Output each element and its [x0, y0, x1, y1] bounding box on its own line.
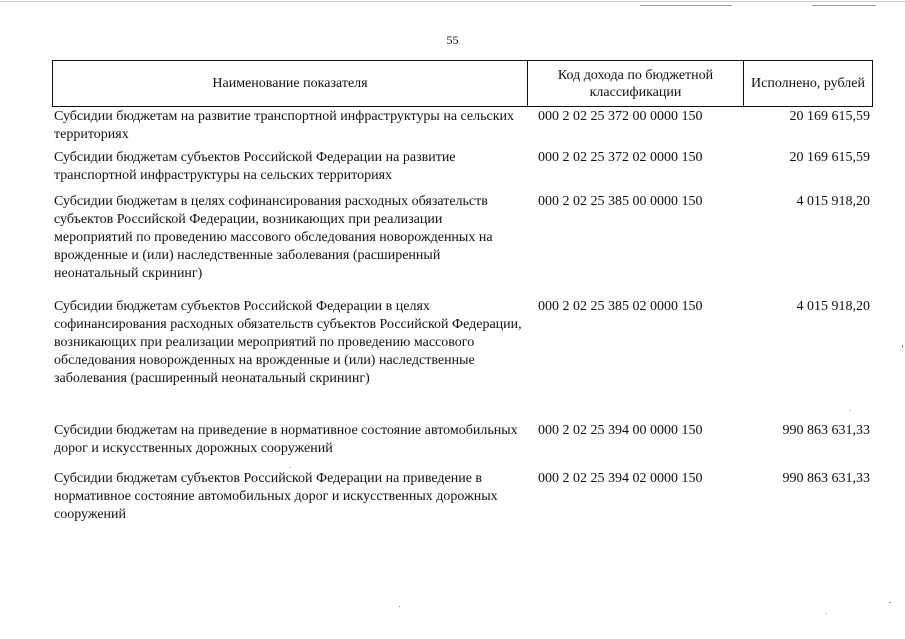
scan-artifact-line — [812, 5, 876, 6]
row-name: Субсидии бюджетам на развитие транспортной инфраструктуры на сельских территориях — [54, 109, 515, 142]
header-value: Исполнено, рублей — [751, 76, 865, 91]
row-name: Субсидии бюджетам субъектов Российской Федерации на приведение в нормативное состояние автомобильных дорог и искусственных дорожных сооружений — [54, 471, 498, 522]
scan-artifact-line — [640, 5, 732, 6]
row-value: 990 863 631,33 — [782, 423, 870, 438]
row-value: 20 169 615,59 — [789, 150, 870, 165]
scan-speck — [850, 410, 851, 411]
row-name: Субсидии бюджетам на приведение в нормативное состояние автомобильных дорог и искусственных дорожных сооружений — [54, 423, 518, 456]
row-name: Субсидии бюджетам субъектов Российской Федерации в целях софинансирования расходных обязательств субъектов Российской Федерации, возникающих при реализации мероприятий по проведению массового обследования новорожденных на врожденные и (или) наследственные заболевания (расширенный неонатальный скрининг) — [54, 299, 522, 386]
scan-speck — [399, 606, 400, 607]
header-name: Наименование показателя — [53, 61, 528, 106]
page-number: 55 — [446, 33, 459, 47]
row-value: 4 015 918,20 — [796, 299, 870, 314]
scan-speck — [826, 613, 827, 614]
row-code: 000 2 02 25 394 02 0000 150 — [538, 471, 703, 486]
row-code: 000 2 02 25 372 02 0000 150 — [538, 150, 703, 165]
row-value: 20 169 615,59 — [789, 109, 870, 124]
row-name: Субсидии бюджетам в целях софинансирования расходных обязательств субъектов Российской Федерации, возникающих при реализации мероприятий по проведению массового обследования новорожденных на врожденные и (или) наследственные заболевания (расширенный неонатальный скрининг) — [54, 194, 493, 281]
table-header — [52, 60, 873, 107]
header-code: Код дохода по бюджетной классификации — [528, 61, 744, 106]
row-value: 990 863 631,33 — [782, 471, 870, 486]
scan-speck — [889, 602, 891, 603]
row-code: 000 2 02 25 385 02 0000 150 — [538, 299, 703, 314]
row-value: 4 015 918,20 — [796, 194, 870, 209]
scan-speck — [902, 345, 903, 348]
row-code: 000 2 02 25 385 00 0000 150 — [538, 194, 703, 209]
row-code: 000 2 02 25 394 00 0000 150 — [538, 423, 703, 438]
row-name: Субсидии бюджетам субъектов Российской Федерации на развитие транспортной инфраструктуры на сельских территориях — [54, 150, 456, 183]
scan-speck — [290, 467, 291, 468]
row-code: 000 2 02 25 372 00 0000 150 — [538, 109, 703, 124]
scan-artifact-line — [0, 1, 905, 2]
